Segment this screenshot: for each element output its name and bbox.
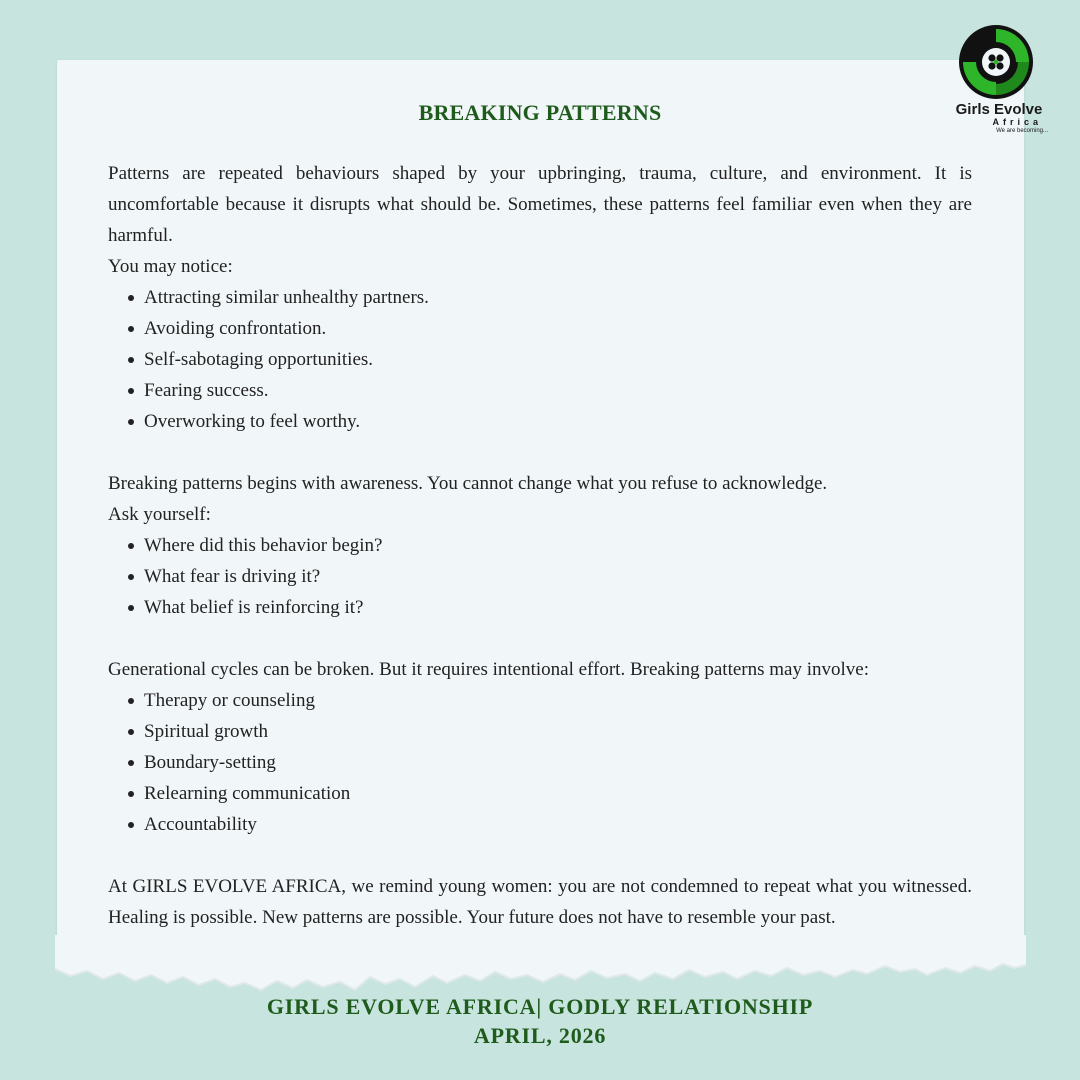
awareness-paragraph: Breaking patterns begins with awareness. You cannot change what you refuse to acknowledge. <box>108 473 828 494</box>
notice-label: You may notice: <box>108 256 233 277</box>
logo-name: Girls Evolve <box>955 101 1043 118</box>
list-item: Therapy or counseling <box>126 685 972 716</box>
list-item: Spiritual growth <box>126 716 972 747</box>
logo-tagline: We are becoming... <box>996 128 1048 134</box>
list-item: Fearing success. <box>126 375 972 406</box>
cycles-paragraph: Generational cycles can be broken. But it requires intentional effort. Breaking patterns may involve: <box>108 659 869 680</box>
closing-paragraph: At GIRLS EVOLVE AFRICA, we remind young women: you are not condemned to repeat what you witnessed. Healing is possible. New patterns are possible. Your future does not have to resemble your past. <box>108 876 972 928</box>
footer <box>0 992 1080 1050</box>
ask-label: Ask yourself: <box>108 504 211 525</box>
notice-list <box>126 282 972 437</box>
logo-emblem-icon <box>944 20 1054 102</box>
spacer <box>108 623 972 654</box>
list-item: Overworking to feel worthy. <box>126 406 972 437</box>
list-item: Self-sabotaging opportunities. <box>126 344 972 375</box>
article-body <box>108 158 972 933</box>
list-item: Where did this behavior begin? <box>126 530 972 561</box>
logo-sub: Africa <box>992 117 1042 127</box>
page-title: BREAKING PATTERNS <box>418 100 662 125</box>
list-item: Attracting similar unhealthy partners. <box>126 282 972 313</box>
list-item: Accountability <box>126 809 972 840</box>
list-item: Avoiding confrontation. <box>126 313 972 344</box>
spacer <box>108 840 972 871</box>
involve-list <box>126 685 972 840</box>
list-item: What belief is reinforcing it? <box>126 592 972 623</box>
list-item: What fear is driving it? <box>126 561 972 592</box>
footer-line-2: APRIL, 2026 <box>473 1023 607 1048</box>
list-item: Boundary-setting <box>126 747 972 778</box>
list-item: Relearning communication <box>126 778 972 809</box>
intro-paragraph: Patterns are repeated behaviours shaped by your upbringing, trauma, culture, and environment. It is uncomfortable because it disrupts what should be. Sometimes, these patterns feel familiar even when they are harmful. <box>108 163 972 246</box>
spacer <box>108 437 972 468</box>
ask-list <box>126 530 972 623</box>
footer-line-1: GIRLS EVOLVE AFRICA| GODLY RELATIONSHIP <box>266 994 814 1019</box>
